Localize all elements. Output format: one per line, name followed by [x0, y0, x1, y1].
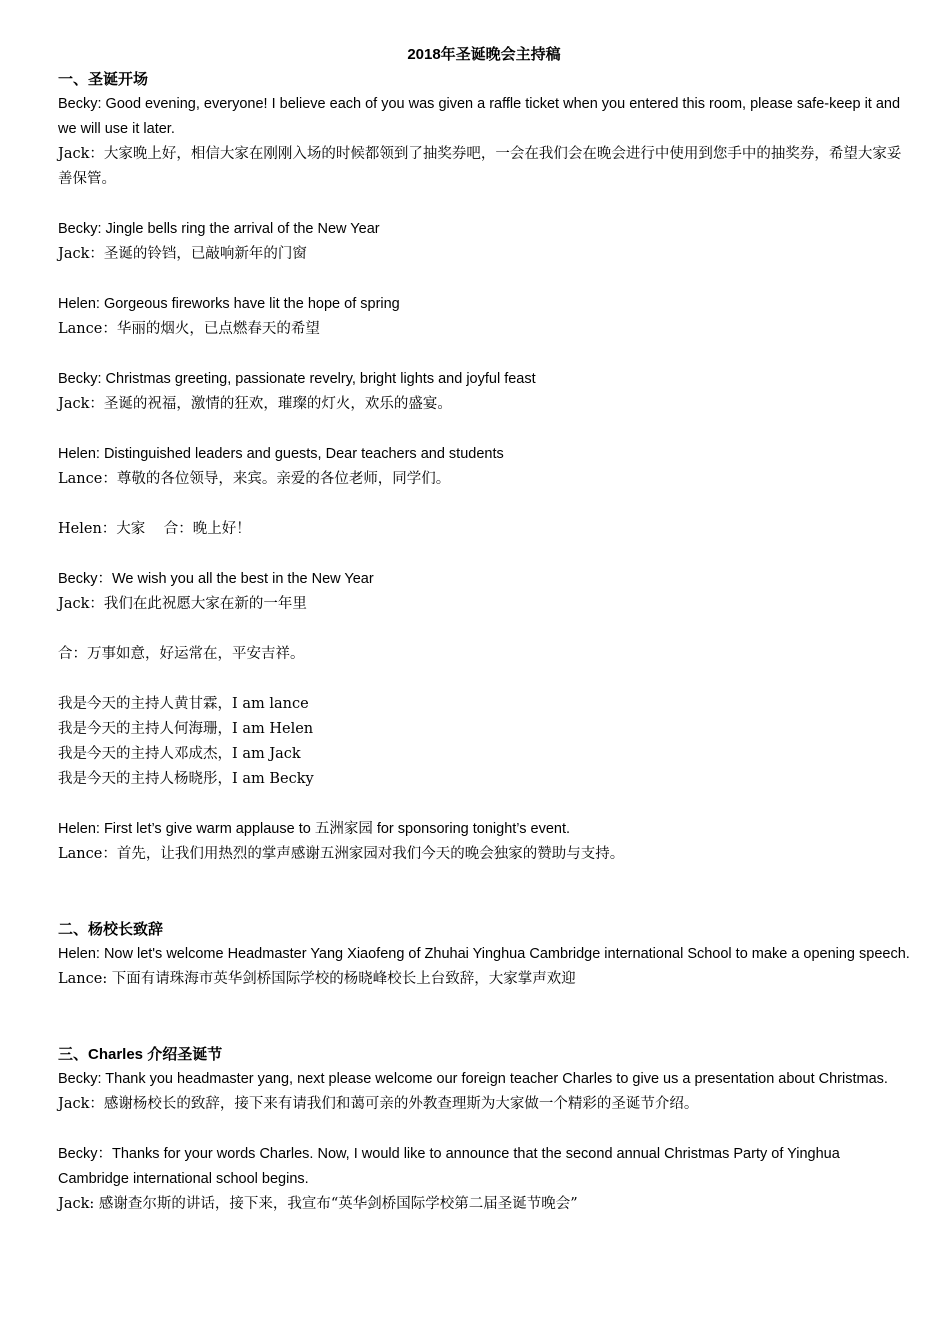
host-intro-line: 我是今天的主持人何海珊，I am Helen: [58, 721, 314, 737]
section-heading: 一、圣诞开场: [58, 71, 149, 88]
script-line: Jack：感谢杨校长的致辞，接下来有请我们和蔼可亲的外教查理斯为大家做一个精彩的圣诞节介绍。: [58, 1096, 699, 1112]
script-line: Lance：华丽的烟火，已点燃春天的希望: [58, 321, 320, 337]
host-intro-line: 我是今天的主持人黄甘霖，I am lance: [58, 696, 309, 712]
document-title: 2018年圣诞晚会主持稿: [407, 46, 561, 63]
script-line: Jack: 感谢查尔斯的讲话，接下来，我宣布“英华剑桥国际学校第二届圣诞节晚会”: [58, 1196, 578, 1212]
document-page: [58, 42, 910, 1217]
script-line: Helen：大家 合：晚上好！: [58, 521, 251, 537]
script-line: Jack：大家晚上好，相信大家在刚刚入场的时候都领到了抽奖券吧，一会在我们会在晚会进行中使用到您手中的抽奖券，希望大家妥善保管。: [58, 146, 902, 187]
script-line: Helen: Gorgeous fireworks have lit the hope of spring: [58, 296, 400, 312]
script-line: Becky: Jingle bells ring the arrival of the New Year: [58, 221, 380, 237]
script-line: Becky：We wish you all the best in the New Year: [58, 571, 374, 587]
section-heading: 二、杨校长致辞: [58, 921, 164, 938]
script-line: Becky: Christmas greeting, passionate revelry, bright lights and joyful feast: [58, 371, 536, 387]
section-heading: 三、Charles 介绍圣诞节: [58, 1046, 223, 1063]
script-line: Becky: Thank you headmaster yang, next please welcome our foreign teacher Charles to give us a presentation about Christmas.: [58, 1071, 888, 1087]
script-line: Jack：圣诞的祝福，激情的狂欢，璀璨的灯火，欢乐的盛宴。: [58, 396, 452, 412]
script-line: Helen: Now let's welcome Headmaster Yang Xiaofeng of Zhuhai Yinghua Cambridge international School to make a opening speech.: [58, 946, 910, 962]
script-line: Jack：我们在此祝愿大家在新的一年里: [58, 596, 307, 612]
script-line: 合：万事如意，好运常在，平安吉祥。: [58, 646, 305, 662]
script-line: Lance：首先，让我们用热烈的掌声感谢五洲家园对我们今天的晚会独家的赞助与支持。: [58, 846, 625, 862]
script-line: Jack：圣诞的铃铛，已敲响新年的门窗: [58, 246, 307, 262]
script-line: Helen: Distinguished leaders and guests, Dear teachers and students: [58, 446, 504, 462]
script-line: Helen: First let’s give warm applause to 五洲家园 for sponsoring tonight’s event.: [58, 821, 571, 837]
host-intro-line: 我是今天的主持人邓成杰，I am Jack: [58, 746, 301, 762]
script-line: Lance：尊敬的各位领导，来宾。亲爱的各位老师，同学们。: [58, 471, 451, 487]
script-line: Becky: Good evening, everyone! I believe each of you was given a raffle ticket when you entered this room, please safe-keep it and we will use it later.: [58, 96, 905, 137]
host-intro-line: 我是今天的主持人杨晓彤，I am Becky: [58, 771, 314, 787]
script-line: Becky：Thanks for your words Charles. Now, I would like to announce that the second annual Christmas Party of Yinghua Cambridge international school begins.: [58, 1146, 844, 1187]
script-line: Lance: 下面有请珠海市英华剑桥国际学校的杨晓峰校长上台致辞，大家掌声欢迎: [58, 971, 576, 987]
